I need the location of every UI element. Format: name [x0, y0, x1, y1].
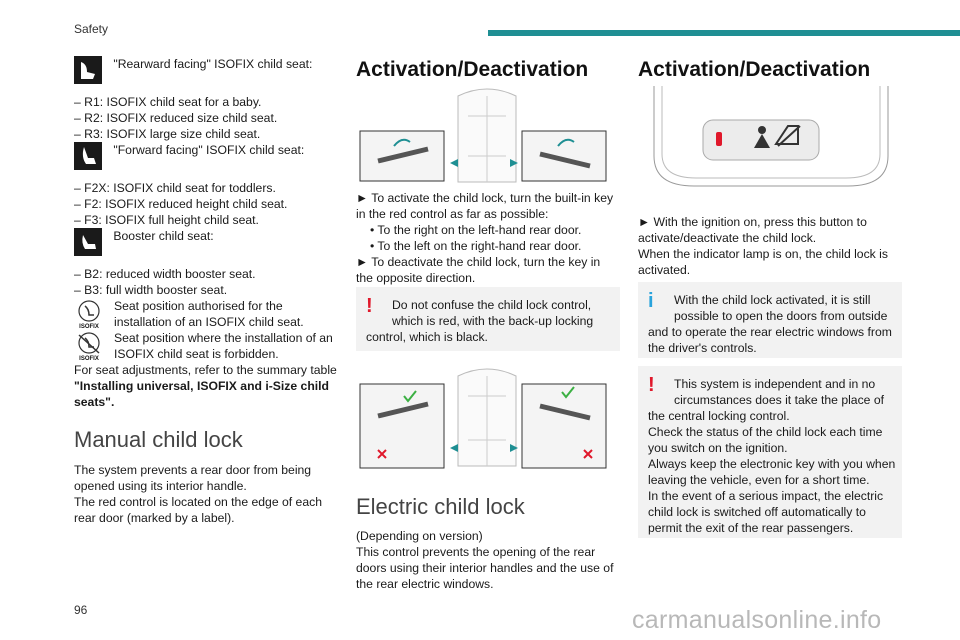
warning-text: permit the exit of the rear passengers. [648, 521, 854, 535]
manual-child-lock-title: Manual child lock [74, 427, 243, 452]
forward-list [74, 180, 344, 228]
manual-text-4: rear door (marked by a label). [74, 511, 235, 525]
warning-text: This system is independent and in no [674, 377, 876, 391]
instruction-text: activated. [638, 263, 691, 277]
isofix-authorised-icon [74, 299, 104, 329]
instruction-text: activate/deactivate the child lock. [638, 231, 817, 245]
info-callout-right [638, 282, 902, 358]
instruction-text: When the indicator lamp is on, the child lock is [638, 247, 888, 261]
rearward-row [74, 56, 344, 88]
page-number: 96 [74, 603, 88, 617]
instruction-text: the opposite direction. [356, 271, 476, 285]
authorised-text-1: Seat position authorised for the [114, 299, 283, 313]
isofix-label: ISOFIX [79, 324, 99, 329]
electric-child-lock-title: Electric child lock [356, 494, 525, 519]
rearward-seat-icon [74, 56, 102, 84]
manual-text-3: The red control is located on the edge of each [74, 495, 322, 509]
forbidden-row [74, 330, 344, 362]
manual-text-2: opened using its interior handle. [74, 479, 247, 493]
forward-row [74, 142, 344, 174]
forbidden-text-2: ISOFIX child seat is forbidden. [114, 347, 279, 361]
instruction-text: in the red control as far as possible: [356, 207, 549, 221]
list-item: – F2X: ISOFIX child seat for toddlers. [74, 181, 276, 195]
list-item: – R1: ISOFIX child seat for a baby. [74, 95, 262, 109]
manual-lock-deactivate-illustration [358, 366, 616, 470]
electric-text: This control prevents the opening of the rear [356, 545, 596, 559]
instruction-text: ► With the ignition on, press this button to [638, 215, 867, 229]
authorised-row [74, 298, 344, 330]
electric-text: doors using their interior handles and the use of [356, 561, 614, 575]
electric-text: the rear electric windows. [356, 577, 494, 591]
warning-text: control, which is black. [366, 330, 488, 344]
info-icon: i [648, 290, 654, 312]
list-item: – R2: ISOFIX reduced size child seat. [74, 111, 278, 125]
info-text: With the child lock activated, it is still [674, 293, 871, 307]
section-header: Safety [74, 22, 109, 36]
forward-title: "Forward facing" ISOFIX child seat: [113, 143, 305, 157]
list-item: – B3: full width booster seat. [74, 283, 228, 297]
warning-icon: ! [366, 295, 373, 317]
warning-text: Check the status of the child lock each time [648, 425, 883, 439]
electric-lock-button-illustration [648, 86, 894, 206]
warning-text: In the event of a serious impact, the electric [648, 489, 884, 503]
list-item: – R3: ISOFIX large size child seat. [74, 127, 261, 141]
manual-text-1: The system prevents a rear door from being [74, 463, 312, 477]
instruction-text: ► To deactivate the child lock, turn the key in [356, 255, 601, 269]
list-item: – B2: reduced width booster seat. [74, 267, 256, 281]
manual-lock-activate-illustration [358, 86, 616, 186]
right-instructions [638, 214, 908, 278]
info-text: the driver's controls. [648, 341, 757, 355]
forbidden-text-1: Seat position where the installation of an [114, 331, 333, 345]
warning-text: which is red, with the back-up locking [392, 314, 594, 328]
warning-icon: ! [648, 374, 655, 396]
activation-title-middle: Activation/Deactivation [356, 58, 589, 81]
list-item: – F3: ISOFIX full height child seat. [74, 213, 259, 227]
adjust-text-3: seats". [74, 395, 115, 409]
rearward-list [74, 94, 344, 142]
adjust-text-1: For seat adjustments, refer to the summary table [74, 363, 337, 377]
bullet-item: • To the right on the left-hand rear door. [370, 223, 582, 237]
forward-seat-icon [74, 142, 102, 170]
warning-text: the central locking control. [648, 409, 790, 423]
rearward-title: "Rearward facing" ISOFIX child seat: [113, 57, 313, 71]
warning-text: Do not confuse the child lock control, [392, 298, 592, 312]
booster-title: Booster child seat: [113, 229, 214, 243]
list-item: – F2: ISOFIX reduced height child seat. [74, 197, 288, 211]
isofix-forbidden-icon [74, 331, 104, 361]
activation-title-right: Activation/Deactivation [638, 58, 871, 81]
bullet-item: • To the left on the right-hand rear door. [370, 239, 582, 253]
adjust-text-2: "Installing universal, ISOFIX and i-Size child [74, 379, 329, 393]
watermark: carmanualsonline.info [632, 606, 882, 634]
isofix-label: ISOFIX [79, 356, 99, 361]
booster-list [74, 266, 344, 298]
warning-text: leaving the vehicle, even for a short time. [648, 473, 870, 487]
middle-instructions [356, 190, 620, 286]
left-column [74, 56, 344, 526]
warning-text: you switch on the ignition. [648, 441, 788, 455]
info-text: and to operate the rear electric windows from [648, 325, 892, 339]
booster-seat-icon [74, 228, 102, 256]
electric-description [356, 528, 620, 592]
warning-text: child lock is switched off automatically to [648, 505, 866, 519]
electric-text: (Depending on version) [356, 529, 483, 543]
booster-row [74, 228, 344, 260]
warning-callout-middle [356, 287, 620, 351]
header-accent-bar [488, 30, 960, 36]
warning-text: circumstances does it take the place of [674, 393, 885, 407]
info-text: possible to open the doors from outside [674, 309, 888, 323]
warning-text: Always keep the electronic key with you when [648, 457, 896, 471]
instruction-text: ► To activate the child lock, turn the built-in key [356, 191, 614, 205]
authorised-text-2: installation of an ISOFIX child seat. [114, 315, 304, 329]
warning-callout-right [638, 366, 902, 538]
